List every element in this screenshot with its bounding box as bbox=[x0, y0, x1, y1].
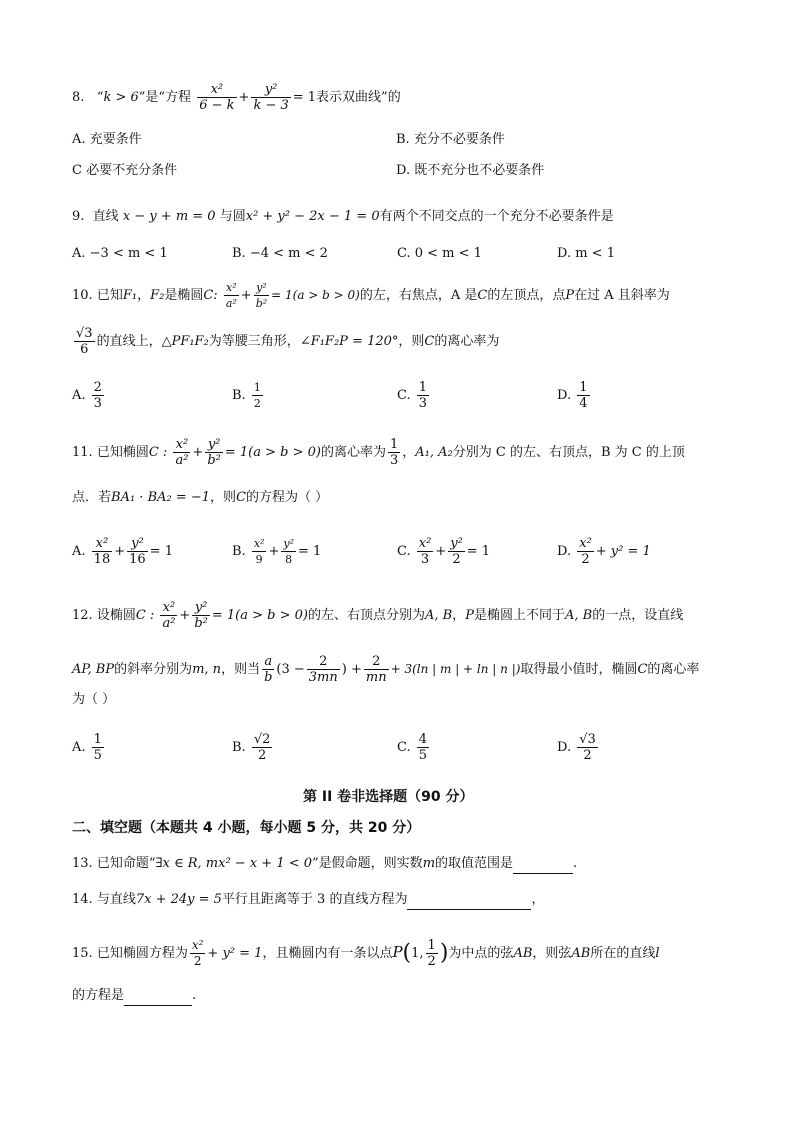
stem-text: 的左，右焦点，A 是 bbox=[359, 288, 478, 303]
stem-text: ”是假命题，则实数 bbox=[312, 856, 423, 871]
dot-product: BA₁ · BA₂ = −1 bbox=[111, 490, 211, 505]
stem-text: 的左、右顶点分别为 bbox=[307, 608, 425, 623]
punctuation: . bbox=[573, 856, 578, 871]
stem-text: ， bbox=[452, 608, 466, 623]
line-equation: x − y + m = 0 bbox=[122, 209, 216, 224]
question-11-line-2 bbox=[72, 488, 328, 508]
section-title: 第 II 卷非选择题（90 分） bbox=[303, 789, 474, 805]
question-number: 13. bbox=[72, 856, 93, 871]
option-a: A. $\frac{1}{5}$ bbox=[72, 732, 102, 763]
option-a: A. $\frac{2}{3}$ bbox=[72, 380, 102, 411]
fraction: $\frac{a}{b}$ bbox=[264, 654, 273, 685]
question-14 bbox=[72, 889, 544, 910]
stem-text: 已知 bbox=[96, 288, 123, 303]
option-b: B. −4 < m < 2 bbox=[232, 246, 328, 261]
question-11: 11. 已知椭圆C : $\frac{\text{x²}}{\text{a²}}$ + $\frac{\text{y²}}{\text{b²}}$ = 1(a > b > 0)的离心率为 $\frac{1}{3}$ ，A₁, A₂分别为 C 的左、右顶点，B 为 C 的上顶 bbox=[72, 437, 685, 468]
answer-blank bbox=[513, 853, 573, 874]
stem-text: ，则 bbox=[398, 334, 425, 349]
stem-text: 的离心率 bbox=[647, 662, 700, 677]
stem-text: 的左顶点，点 bbox=[487, 288, 566, 303]
angle: ∠F₁F₂P = 120° bbox=[299, 334, 399, 349]
stem-text: ”是“方程 bbox=[138, 90, 192, 105]
stem-text: 在过 A 且斜率为 bbox=[574, 288, 670, 303]
fraction: $\frac{\text{y²}}{k - 3}$ bbox=[253, 82, 289, 113]
option-d: D. m < 1 bbox=[557, 246, 615, 261]
point-p: P bbox=[392, 943, 403, 961]
fraction: $\frac{\text{x²}}{2}$ bbox=[191, 938, 204, 968]
question-10-line-2 bbox=[72, 326, 499, 357]
stem-text: ， bbox=[137, 288, 151, 303]
option-d: D. 既不充分也不必要条件 bbox=[396, 163, 545, 178]
fraction: $\frac{\text{x²}}{\text{a²}}$ bbox=[225, 281, 237, 310]
fraction: $\frac{2}{3mn}$ bbox=[308, 654, 338, 685]
option-c: C. $\frac{1}{3}$ bbox=[397, 380, 428, 411]
stem-text: 的离心率为 bbox=[434, 334, 500, 349]
focus-f2: F₂ bbox=[150, 288, 165, 303]
vertices: A, B bbox=[425, 608, 453, 623]
stem-text: 的取值范围是 bbox=[435, 856, 514, 871]
operator: + bbox=[238, 90, 250, 105]
option-c: C. 0 < m < 1 bbox=[397, 246, 482, 261]
option-b: B. $\frac{1}{2}$ bbox=[232, 381, 261, 410]
option-d: D. $\frac{\text{x²}}{2}$ + y² = 1 bbox=[557, 536, 651, 567]
question-12-line-2 bbox=[72, 654, 699, 685]
stem-text: 为中点的弦 bbox=[448, 946, 514, 961]
question-number: 9. bbox=[72, 209, 85, 224]
expression: + 3(ln | m | + ln | n |) bbox=[390, 662, 521, 676]
stem-text: 平行且距离等于 3 的直线方程为 bbox=[221, 892, 408, 907]
fraction: $\frac{2}{mn}$ bbox=[365, 654, 387, 685]
stem-text: 取得最小值时，椭圆 bbox=[520, 662, 638, 677]
question-number: 10. bbox=[72, 288, 93, 303]
stem-text: 表示双曲线”的 bbox=[316, 90, 401, 105]
fraction: $\frac{\text{x²}}{\text{a²}}$ bbox=[162, 600, 176, 631]
ellipse-equation: + y² = 1 bbox=[207, 946, 263, 961]
equals: = 1 bbox=[292, 90, 317, 105]
stem-text: 为等腰三角形， bbox=[208, 334, 300, 349]
question-12: 12. 设椭圆C : $\frac{\text{x²}}{\text{a²}}$ + $\frac{\text{y²}}{\text{b²}}$ = 1(a > b > 0)的左、右顶点分别为A, B，P是椭圆上不同于A, B的一点，设直线 bbox=[72, 600, 684, 631]
option-d: D. $\frac{√3}{2}$ bbox=[557, 732, 596, 763]
option-c: C. $\frac{4}{5}$ bbox=[397, 732, 428, 763]
expression: (3 − bbox=[276, 662, 305, 677]
stem-text: 的方程是 bbox=[72, 988, 125, 1003]
stem-text: 是椭圆上不同于 bbox=[473, 608, 565, 623]
stem-text: ，则当 bbox=[221, 662, 261, 677]
stem-text: 的一点，设直线 bbox=[592, 608, 684, 623]
point-p: P bbox=[565, 288, 575, 303]
question-13 bbox=[72, 853, 577, 874]
stem-text: 的方程为（ ） bbox=[246, 490, 329, 505]
point-p: P bbox=[465, 608, 474, 623]
ellipse-name: C : bbox=[135, 608, 155, 623]
condition: k > 6 bbox=[103, 90, 139, 105]
question-9 bbox=[72, 207, 614, 227]
option-b: B. $\frac{√2}{2}$ bbox=[232, 732, 271, 763]
triangle: △PF₁F₂ bbox=[161, 334, 209, 349]
stem-text: 分别为 C 的左、右顶点，B 为 C 的上顶 bbox=[452, 445, 685, 460]
option-a: A. $\frac{\text{x²}}{18}$ + $\frac{\text{y²}}{16}$ = 1 bbox=[72, 536, 173, 567]
question-15-line-2 bbox=[72, 985, 196, 1006]
coordinate: 1, bbox=[411, 946, 424, 961]
ellipse-name: C bbox=[477, 288, 488, 303]
question-15: 15. 已知椭圆方程为 $\frac{\text{x²}}{2}$ + y² = 1，且椭圆内有一条以点P(1, $\frac{1}{2}$ )为中点的弦AB，则弦AB所在的直线l bbox=[72, 938, 660, 969]
ellipse-condition: = 1(a > b > 0) bbox=[271, 288, 360, 302]
question-number: 14. bbox=[72, 892, 93, 907]
stem-text: 所在的直线 bbox=[590, 946, 656, 961]
eccentricity: $\frac{1}{3}$ bbox=[390, 437, 399, 468]
section-subtitle: 二、填空题（本题共 4 小题，每小题 5 分，共 20 分） bbox=[72, 820, 421, 836]
stem-text: 已知椭圆 bbox=[96, 445, 149, 460]
option-c: C. $\frac{\text{x²}}{3}$ + $\frac{\text{y²}}{2}$ = 1 bbox=[397, 536, 491, 567]
question-number: 8. bbox=[72, 90, 85, 105]
fraction: $\frac{1}{2}$ bbox=[427, 938, 436, 969]
line-equation: 7x + 24y = 5 bbox=[135, 892, 222, 907]
question-number: 12. bbox=[72, 608, 93, 623]
stem-text: 有两个不同交点的一个充分不必要条件是 bbox=[379, 209, 614, 224]
stem-text: ，则弦 bbox=[532, 946, 572, 961]
quote: “ bbox=[96, 90, 104, 105]
chord: AB bbox=[513, 946, 533, 961]
fraction: $\frac{\text{x²}}{6 - k}$ bbox=[199, 82, 235, 113]
option-a: A. −3 < m < 1 bbox=[72, 246, 168, 261]
option-b: B. $\frac{\text{x²}}{9}$ + $\frac{\text{y²}}{8}$ = 1 bbox=[232, 537, 322, 566]
answer-blank bbox=[407, 889, 531, 910]
vertices: A₁, A₂ bbox=[415, 445, 453, 460]
proposition: ∃x ∈ R, mx² − x + 1 < 0 bbox=[155, 856, 313, 871]
slopes: m, n bbox=[192, 662, 222, 677]
question-12-line-3: 为（ ） bbox=[72, 692, 116, 707]
fraction: $\frac{\text{y²}}{\text{b²}}$ bbox=[207, 437, 221, 468]
stem-text: 是椭圆 bbox=[164, 288, 204, 303]
ellipse-name: C : bbox=[148, 445, 168, 460]
stem-text: 直线 bbox=[92, 209, 119, 224]
option-d: D. $\frac{1}{4}$ bbox=[557, 380, 588, 411]
stem-text: 设椭圆 bbox=[96, 608, 136, 623]
ellipse-condition: = 1(a > b > 0) bbox=[211, 608, 308, 623]
stem-text: 点．若 bbox=[72, 490, 112, 505]
option-c: C 必要不充分条件 bbox=[72, 163, 178, 178]
ellipse-condition: = 1(a > b > 0) bbox=[224, 445, 321, 460]
stem-text: 与圆 bbox=[219, 209, 246, 224]
ellipse-name: C bbox=[424, 334, 435, 349]
option-b: B. 充分不必要条件 bbox=[396, 132, 505, 147]
stem-text: 的离心率为 bbox=[320, 445, 386, 460]
chord: AB bbox=[571, 946, 591, 961]
option-a: A. 充要条件 bbox=[72, 132, 142, 147]
line-l: l bbox=[655, 946, 660, 961]
vertices: A, B bbox=[565, 608, 593, 623]
fraction: $\frac{\text{y²}}{\text{b²}}$ bbox=[255, 281, 268, 310]
stem-text: ， bbox=[402, 445, 416, 460]
question-number: 11. bbox=[72, 445, 93, 460]
lines: AP, BP bbox=[72, 662, 115, 677]
focus-f1: F₁ bbox=[122, 288, 138, 303]
question-10: 10. 已知F₁，F₂是椭圆C: $\frac{\text{x²}}{\text{a²}}$ + $\frac{\text{y²}}{\text{b²}}$ = 1(a > b > 0)的左，右焦点，A 是C的左顶点，点P在过 A 且斜率为 bbox=[72, 281, 670, 310]
ellipse-name: C bbox=[236, 490, 247, 505]
variable-m: m bbox=[422, 856, 436, 871]
stem-text: 的斜率分别为 bbox=[114, 662, 193, 677]
ellipse-name: C: bbox=[203, 288, 218, 303]
question-number: 15. bbox=[72, 946, 93, 961]
question-8 bbox=[72, 82, 401, 113]
stem-text: 已知椭圆方程为 bbox=[96, 946, 188, 961]
stem-text: ，且椭圆内有一条以点 bbox=[262, 946, 393, 961]
answer-blank bbox=[124, 985, 192, 1006]
stem-text: 与直线 bbox=[96, 892, 136, 907]
stem-text: 的直线上， bbox=[96, 334, 162, 349]
expression: ) + bbox=[341, 662, 362, 677]
punctuation: . bbox=[192, 988, 197, 1003]
fraction: $\frac{\text{y²}}{\text{b²}}$ bbox=[194, 600, 208, 631]
slope-fraction: $\frac{√3}{6}$ bbox=[76, 326, 93, 357]
fraction: $\frac{\text{x²}}{\text{a²}}$ bbox=[175, 437, 189, 468]
ellipse-name: C bbox=[637, 662, 648, 677]
punctuation: ， bbox=[531, 892, 545, 907]
circle-equation: x² + y² − 2x − 1 = 0 bbox=[245, 209, 380, 224]
stem-text: ，则 bbox=[210, 490, 237, 505]
stem-text: 已知命题“ bbox=[96, 856, 156, 871]
